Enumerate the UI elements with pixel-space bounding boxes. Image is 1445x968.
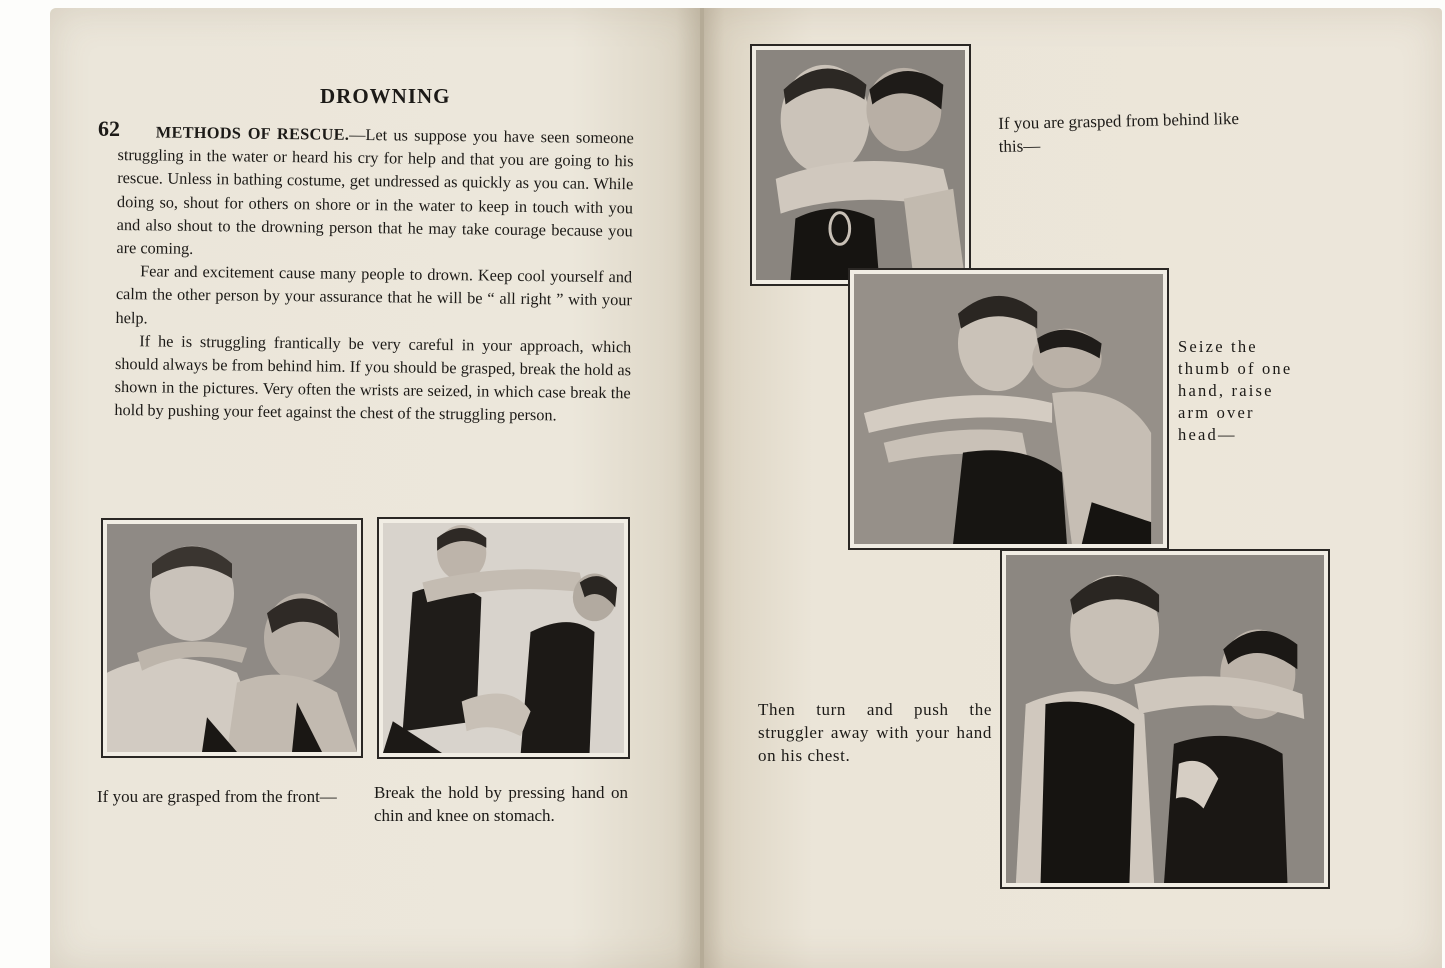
book-gutter — [700, 8, 704, 968]
photo-grasped-behind-image — [756, 50, 965, 280]
photo-grasped-behind — [750, 44, 971, 286]
photo-seize-thumb-figure — [854, 274, 1163, 544]
body-text — [114, 120, 634, 428]
page-title: DROWNING — [320, 84, 451, 108]
photo-break-hold-figure — [383, 523, 624, 753]
caption-grasped-front: If you are grasped from the front— — [97, 787, 337, 806]
caption-grasped-behind: If you are grasped from behind like this— — [998, 108, 1240, 156]
section-heading: METHODS OF RESCUE. — [155, 122, 350, 144]
photo-turn-push-figure — [1006, 555, 1324, 883]
paragraph-2: Fear and excitement cause many people to drown. Keep cool yourself and calm the other person by your assurance that he will be “ all right ” with your help. — [115, 261, 633, 328]
paragraph-1 — [116, 120, 634, 266]
caption-seize-thumb: Seize the thumb of one hand, raise arm over head— — [1178, 337, 1293, 444]
photo-grasped-behind-figure — [756, 50, 965, 280]
caption-break-hold: Break the hold by pressing hand on chin and knee on stomach. — [374, 783, 628, 825]
section-number: 62 — [98, 116, 120, 141]
paragraph-3: If he is struggling frantically be very careful in your approach, which should always be from behind him. If you should be grasped, break the hold as shown in the pictures. Very often the wrists are seized, in which case break the hold by pushing your feet against the chest of the struggling person. — [114, 331, 632, 425]
photo-grasped-front — [101, 518, 363, 758]
photo-grasped-front-figure — [107, 524, 357, 752]
photo-break-hold — [377, 517, 630, 759]
photo-seize-thumb-image — [854, 274, 1163, 544]
photo-turn-push — [1000, 549, 1330, 889]
photo-turn-push-image — [1006, 555, 1324, 883]
photo-grasped-front-image — [107, 524, 357, 752]
photo-break-hold-image — [383, 523, 624, 753]
paragraph-1-text: —Let us suppose you have seen someone struggling in the water or heard his cry for help and that you are going to his rescue. Unless in bathing costume, get undressed as quickly as you can. While doing so, shout for others on shore or in the water to keep in touch with you and also shout to the drowning person that he may take courage because you are coming. — [116, 124, 634, 258]
photo-seize-thumb — [848, 268, 1169, 550]
caption-turn-push: Then turn and push the struggler away with your hand on his chest. — [758, 700, 992, 765]
